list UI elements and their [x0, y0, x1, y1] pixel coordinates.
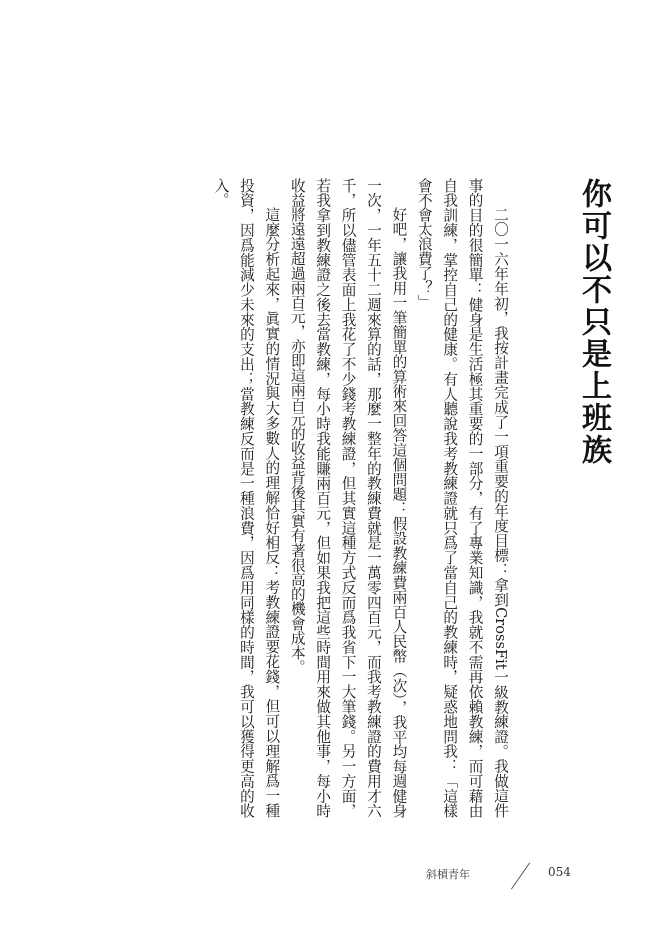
paragraph-1: 二〇一六年年初，我按計畫完成了一項重要的年度目標：拿到CrossFit一級教練證。我做這件事的目的很簡單：健身是生活極其重要的一部分，有了專業知識，我就不需再依賴教練，而可藉由自我訓練，掌控自己的健康。有人聽說我考教練證就只爲了當自己的教練時，疑惑地問我：「這樣會不會太浪費了？」: [415, 178, 509, 818]
chapter-title: 你可以不只是上班族: [576, 178, 611, 466]
page-footer: [420, 860, 620, 890]
page-number: 054: [548, 865, 571, 879]
paragraph-2: 好吧，讓我用一筆簡單的算術來回答這個問題：假設教練費兩百人民幣（次），我平均每週健身一次，一年五十二週來算的話，那麼一整年的教練費就是一萬零四百元，而我考教練證的費用才六千，所以儘管表面上我花了不少錢考教練證，但其實這種方式反而爲我省下一大筆錢。另一方面，若我拿到教練證之後去當教練，每小時我能賺兩百元，但如果我把這些時間用來做其他事，每小時收益將遠遠超過兩百元，亦即這兩百元的收益背後其實有著很高的機會成本。: [288, 178, 408, 818]
paragraph-3: 這麼分析起來，眞實的情況與大多數人的理解恰好相反：考教練證要花錢，但可以理解爲一種投資，因爲能減少未來的支出；當教練反而是一種浪費，因爲用同樣的時間，我可以獲得更高的收入。: [212, 178, 281, 818]
footer-divider: [511, 863, 530, 890]
footer-book-title: 斜槓青年: [426, 868, 470, 881]
body-text: [13, 178, 513, 818]
